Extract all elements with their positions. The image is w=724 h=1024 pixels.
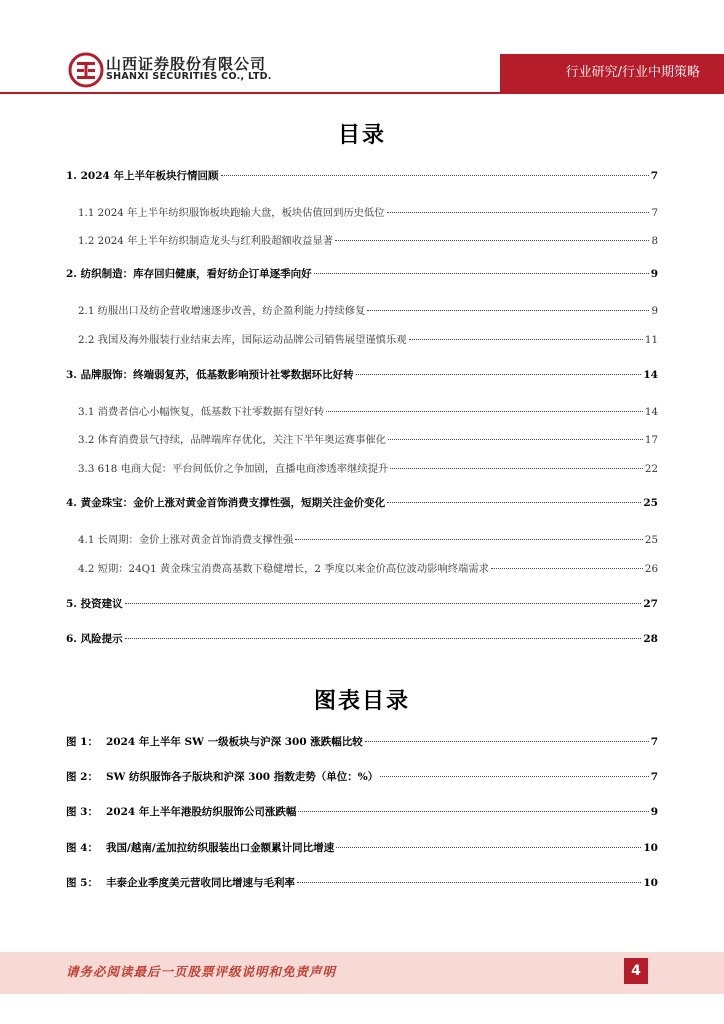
toc-entry[interactable]: 2.2 我国及海外服装行业结束去库，国际运动品牌公司销售展望谨慎乐观 11: [78, 334, 658, 346]
toc-entry[interactable]: 2. 纺织制造：库存回归健康，看好纺企订单逐季向好 9: [66, 268, 658, 280]
toc-entry[interactable]: 4.2 短期：24Q1 黄金珠宝消费高基数下稳健增长，2 季度以来金价高位波动影响终端需求 26: [78, 563, 658, 575]
footer-disclaimer: 请务必阅读最后一页股票评级说明和免责声明: [66, 964, 337, 979]
toc-entry[interactable]: 4.1 长周期：金价上涨对黄金首饰消费支撑性强 25: [78, 534, 658, 546]
figures-title: 图表目录: [313, 689, 410, 714]
toc-entry[interactable]: 1. 2024 年上半年板块行情回顾 7: [66, 170, 658, 182]
company-name-en: SHANXI SECURITIES CO., LTD.: [106, 71, 272, 82]
figure-entry[interactable]: 图 2： SW 纺织服饰各子版块和沪深 300 指数走势（单位：%） 7: [66, 771, 658, 783]
company-logo-icon: [68, 52, 104, 88]
toc-title: 目录: [337, 123, 386, 148]
toc-entry[interactable]: 5. 投资建议 27: [66, 598, 658, 610]
page-number: 4: [624, 958, 648, 984]
toc-entry[interactable]: 3.3 618 电商大促：平台间低价之争加剧，直播电商渗透率继续提升 22: [78, 463, 658, 475]
toc-entry[interactable]: 6. 风险提示 28: [66, 633, 658, 645]
toc-entry[interactable]: 3.2 体育消费景气持续，品牌端库存优化，关注下半年奥运赛事催化 17: [78, 434, 658, 446]
page-header: [0, 0, 724, 100]
figure-entry[interactable]: 图 3： 2024 年上半年港股纺织服饰公司涨跌幅 9: [66, 806, 658, 818]
toc-entry[interactable]: 1.1 2024 年上半年纺织服饰板块跑输大盘，板块估值回到历史低位 7: [78, 207, 658, 219]
report-category: 行业研究/行业中期策略: [565, 65, 700, 80]
company-name-cn: 山西证券股份有限公司: [106, 55, 267, 73]
figure-entry[interactable]: 图 1： 2024 年上半年 SW 一级板块与沪深 300 涨跌幅比较 7: [66, 736, 658, 748]
toc-entry[interactable]: 2.1 纺服出口及纺企营收增速逐步改善，纺企盈利能力持续修复 9: [78, 305, 658, 317]
figure-entry[interactable]: 图 5： 丰泰企业季度美元营收同比增速与毛利率 10: [66, 877, 658, 889]
toc-entry[interactable]: 4. 黄金珠宝：金价上涨对黄金首饰消费支撑性强，短期关注金价变化 25: [66, 497, 658, 509]
header-divider: [0, 92, 724, 94]
figure-entry[interactable]: 图 4： 我国/越南/孟加拉纺织服装出口金额累计同比增速 10: [66, 842, 658, 854]
toc-entry[interactable]: 3. 品牌服饰：终端弱复苏，低基数影响预计社零数据环比好转 14: [66, 369, 658, 381]
toc-entry[interactable]: 1.2 2024 年上半年纺织制造龙头与红利股超额收益显著 8: [78, 235, 658, 247]
toc-entry[interactable]: 3.1 消费者信心小幅恢复，低基数下社零数据有望好转 14: [78, 406, 658, 418]
